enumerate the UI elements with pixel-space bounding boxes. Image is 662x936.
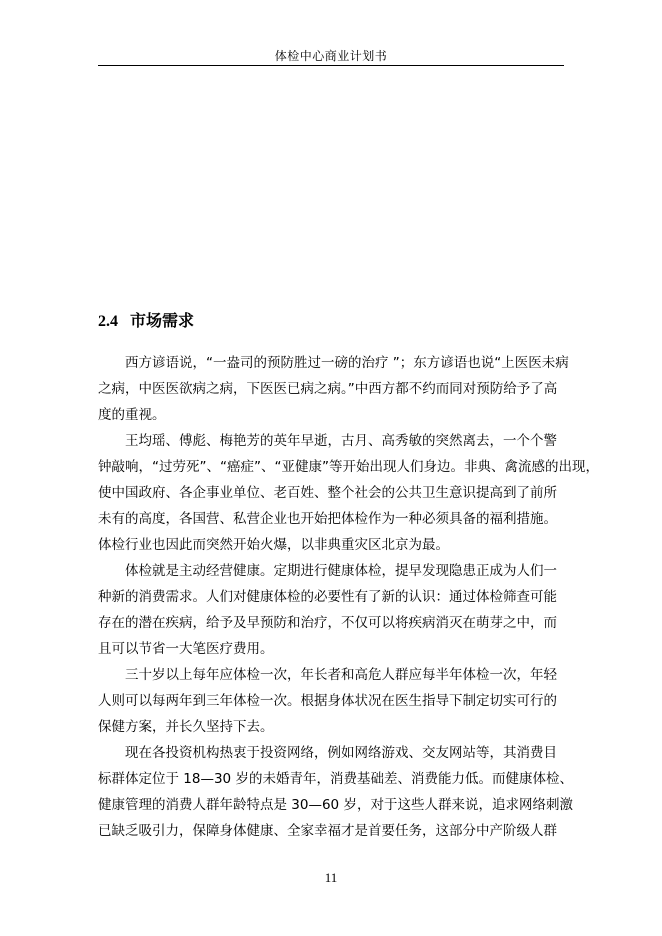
- body-line: 人则可以每两年到三年体检一次。根据身体状况在医生指导下制定切实可行的: [98, 693, 557, 709]
- running-header: 体检中心商业计划书: [274, 49, 388, 63]
- body-line: 体检就是主动经营健康。定期进行健康体检，提早发现隐患正成为人们一: [125, 563, 557, 579]
- body-line: 之病，中医医欲病之病，下医医已病之病。”中西方都不约而同对预防给予了高: [98, 381, 558, 397]
- section-title: 市场需求: [130, 311, 195, 330]
- body-line: 三十岁以上每年应体检一次，年长者和高危人群应每半年体检一次，年轻: [125, 667, 557, 683]
- body-line: 标群体定位于 18—30 岁的未婚青年，消费基础差、消费能力低。而健康体检、: [98, 771, 573, 787]
- body-line: 王均瑶、傅彪、梅艳芳的英年早逝，古月、高秀敏的突然离去，一个个警: [125, 433, 557, 449]
- body-line: 已缺乏吸引力，保障身体健康、全家幸福才是首要任务，这部分中产阶级人群: [98, 823, 557, 839]
- body-line: 现在各投资机构热衷于投资网络，例如网络游戏、交友网站等，其消费目: [125, 745, 557, 761]
- page-number: 11: [324, 870, 338, 885]
- body-line: 体检行业也因此而突然开始火爆，以非典重灾区北京为最。: [98, 537, 449, 553]
- body-line: 存在的潜在疾病，给予及早预防和治疗，不仅可以将疾病消灭在萌芽之中，而: [98, 615, 557, 631]
- section-heading: [98, 311, 194, 332]
- body-line: 度的重视。: [98, 407, 166, 423]
- section-number: 2.4: [98, 313, 118, 330]
- body-line: 保健方案，并长久坚持下去。: [98, 719, 274, 735]
- header-divider: [98, 65, 564, 66]
- body-line: 健康管理的消费人群年龄特点是 30—60 岁，对于这些人群来说，追求网络刺激: [98, 797, 573, 813]
- body-line: 未有的高度，各国营、私营企业也开始把体检作为一种必须具备的福利措施。: [98, 511, 557, 527]
- body-line: 钟敲响，“过劳死”、“癌症”、“亚健康”等开始出现人们身边。非典、禽流感的出现，: [98, 459, 599, 475]
- body-line: 种新的消费需求。人们对健康体检的必要性有了新的认识：通过体检筛查可能: [98, 589, 557, 605]
- body-line: 西方谚语说，“一盎司的预防胜过一磅的治疗 ”；东方谚语也说“上医医未病: [125, 355, 569, 371]
- body-line: 使中国政府、各企事业单位、老百姓、整个社会的公共卫生意识提高到了前所: [98, 485, 557, 501]
- body-line: 且可以节省一大笔医疗费用。: [98, 641, 274, 657]
